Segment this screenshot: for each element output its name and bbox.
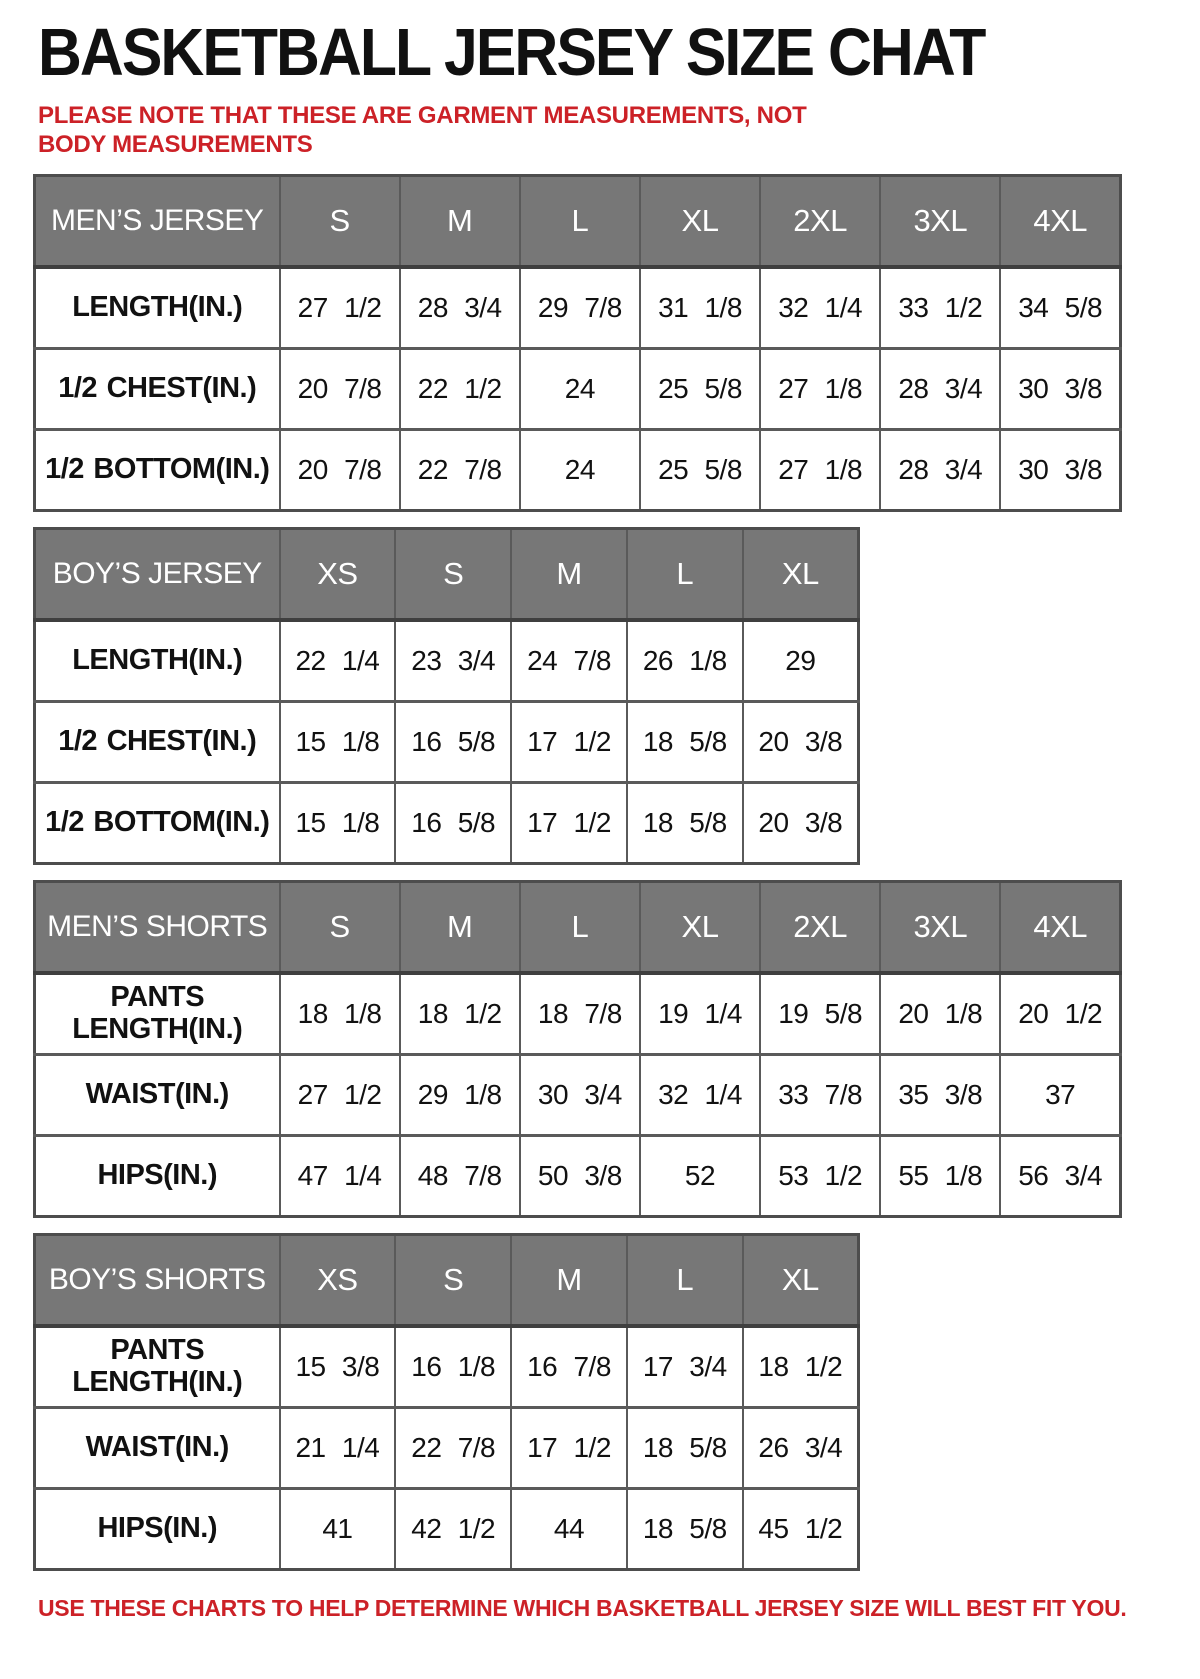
value-cell: 28 3/4 [880, 348, 1000, 429]
boys-shorts-size-s: S [395, 1234, 511, 1326]
mens-jersey-size-l: L [520, 175, 640, 267]
row-label: LENGTH(IN.) [35, 620, 280, 702]
value-cell: 52 [640, 1135, 760, 1216]
mens-jersey-size-m: M [400, 175, 520, 267]
row-label: PANTS LENGTH(IN.) [35, 973, 280, 1055]
value-cell: 27 1/8 [760, 348, 880, 429]
mens-shorts-size-xl: XL [640, 881, 760, 973]
table-row [35, 1054, 1121, 1135]
value-cell: 18 7/8 [520, 973, 640, 1055]
value-cell: 24 [520, 429, 640, 510]
boys-jersey-table [33, 527, 860, 865]
value-cell: 30 3/8 [1000, 348, 1120, 429]
mens-jersey-table [33, 174, 1122, 512]
value-cell: 35 3/8 [880, 1054, 1000, 1135]
boys-jersey-size-xs: XS [280, 528, 396, 620]
value-cell: 31 1/8 [640, 267, 760, 349]
mens-jersey-size-s: S [280, 175, 400, 267]
row-label: PANTS LENGTH(IN.) [35, 1326, 280, 1408]
mens-shorts-size-l: L [520, 881, 640, 973]
value-cell: 23 3/4 [395, 620, 511, 702]
value-cell: 19 5/8 [760, 973, 880, 1055]
table-row [35, 1488, 859, 1569]
value-cell: 56 3/4 [1000, 1135, 1120, 1216]
boys-shorts-title-cell: BOY’S SHORTS [35, 1234, 280, 1326]
page-title: BASKETBALL JERSEY SIZE CHAT [38, 15, 985, 91]
value-cell: 17 1/2 [511, 1407, 627, 1488]
boys-jersey-header-row [35, 528, 859, 620]
boys-shorts-size-l: L [627, 1234, 743, 1326]
boys-shorts-size-xl: XL [743, 1234, 859, 1326]
boys-shorts-header-row [35, 1234, 859, 1326]
value-cell: 28 3/4 [400, 267, 520, 349]
value-cell: 16 5/8 [395, 782, 511, 863]
mens-jersey-size-4xl: 4XL [1000, 175, 1120, 267]
boys-jersey-size-s: S [395, 528, 511, 620]
mens-jersey-size-3xl: 3XL [880, 175, 1000, 267]
value-cell: 34 5/8 [1000, 267, 1120, 349]
boys-shorts-table [33, 1233, 860, 1571]
garment-measurements-note: PLEASE NOTE THAT THESE ARE GARMENT MEASUREMENTS, NOT BODY MEASUREMENTS [38, 102, 807, 159]
value-cell: 18 5/8 [627, 701, 743, 782]
value-cell: 17 1/2 [511, 782, 627, 863]
row-label: WAIST(IN.) [35, 1407, 280, 1488]
value-cell: 20 1/8 [880, 973, 1000, 1055]
row-label: 1/2 CHEST(IN.) [35, 701, 280, 782]
value-cell: 20 7/8 [280, 429, 400, 510]
value-cell: 17 3/4 [627, 1326, 743, 1408]
value-cell: 32 1/4 [760, 267, 880, 349]
table-row [35, 620, 859, 702]
value-cell: 37 [1000, 1054, 1120, 1135]
boys-jersey-size-xl: XL [743, 528, 859, 620]
boys-shorts-size-m: M [511, 1234, 627, 1326]
value-cell: 25 5/8 [640, 429, 760, 510]
value-cell: 18 5/8 [627, 782, 743, 863]
table-row [35, 348, 1121, 429]
value-cell: 44 [511, 1488, 627, 1569]
value-cell: 53 1/2 [760, 1135, 880, 1216]
row-label: 1/2 BOTTOM(IN.) [35, 429, 280, 510]
value-cell: 32 1/4 [640, 1054, 760, 1135]
value-cell: 22 1/2 [400, 348, 520, 429]
boys-jersey-size-l: L [627, 528, 743, 620]
mens-shorts-size-2xl: 2XL [760, 881, 880, 973]
value-cell: 16 7/8 [511, 1326, 627, 1408]
value-cell: 55 1/8 [880, 1135, 1000, 1216]
mens-shorts-size-m: M [400, 881, 520, 973]
mens-shorts-size-3xl: 3XL [880, 881, 1000, 973]
value-cell: 20 1/2 [1000, 973, 1120, 1055]
table-row [35, 701, 859, 782]
mens-shorts-table [33, 880, 1122, 1218]
value-cell: 20 7/8 [280, 348, 400, 429]
value-cell: 25 5/8 [640, 348, 760, 429]
value-cell: 26 3/4 [743, 1407, 859, 1488]
value-cell: 47 1/4 [280, 1135, 400, 1216]
table-row [35, 1135, 1121, 1216]
value-cell: 15 1/8 [280, 782, 396, 863]
value-cell: 42 1/2 [395, 1488, 511, 1569]
mens-shorts-size-4xl: 4XL [1000, 881, 1120, 973]
value-cell: 20 3/8 [743, 782, 859, 863]
value-cell: 29 1/8 [400, 1054, 520, 1135]
table-row [35, 973, 1121, 1055]
value-cell: 41 [280, 1488, 396, 1569]
value-cell: 50 3/8 [520, 1135, 640, 1216]
value-cell: 16 5/8 [395, 701, 511, 782]
value-cell: 29 [743, 620, 859, 702]
value-cell: 18 1/8 [280, 973, 400, 1055]
mens-jersey-size-2xl: 2XL [760, 175, 880, 267]
table-row [35, 429, 1121, 510]
row-label: LENGTH(IN.) [35, 267, 280, 349]
mens-jersey-title-cell: MEN’S JERSEY [35, 175, 280, 267]
value-cell: 17 1/2 [511, 701, 627, 782]
row-label: WAIST(IN.) [35, 1054, 280, 1135]
value-cell: 18 5/8 [627, 1488, 743, 1569]
value-cell: 27 1/8 [760, 429, 880, 510]
value-cell: 30 3/4 [520, 1054, 640, 1135]
value-cell: 19 1/4 [640, 973, 760, 1055]
value-cell: 30 3/8 [1000, 429, 1120, 510]
mens-shorts-title-cell: MEN’S SHORTS [35, 881, 280, 973]
value-cell: 15 3/8 [280, 1326, 396, 1408]
value-cell: 22 7/8 [395, 1407, 511, 1488]
row-label: HIPS(IN.) [35, 1488, 280, 1569]
mens-shorts-header-row [35, 881, 1121, 973]
row-label: 1/2 BOTTOM(IN.) [35, 782, 280, 863]
row-label: HIPS(IN.) [35, 1135, 280, 1216]
value-cell: 45 1/2 [743, 1488, 859, 1569]
value-cell: 15 1/8 [280, 701, 396, 782]
value-cell: 18 1/2 [400, 973, 520, 1055]
value-cell: 22 7/8 [400, 429, 520, 510]
boys-jersey-title-cell: BOY’S JERSEY [35, 528, 280, 620]
value-cell: 33 1/2 [880, 267, 1000, 349]
value-cell: 28 3/4 [880, 429, 1000, 510]
value-cell: 24 [520, 348, 640, 429]
value-cell: 33 7/8 [760, 1054, 880, 1135]
value-cell: 48 7/8 [400, 1135, 520, 1216]
value-cell: 29 7/8 [520, 267, 640, 349]
value-cell: 21 1/4 [280, 1407, 396, 1488]
table-row [35, 267, 1121, 349]
boys-shorts-size-xs: XS [280, 1234, 396, 1326]
footer-note: USE THESE CHARTS TO HELP DETERMINE WHICH BASKETBALL JERSEY SIZE WILL BEST FIT YOU. [38, 1594, 1127, 1621]
row-label: 1/2 CHEST(IN.) [35, 348, 280, 429]
mens-shorts-size-s: S [280, 881, 400, 973]
value-cell: 18 5/8 [627, 1407, 743, 1488]
value-cell: 27 1/2 [280, 267, 400, 349]
value-cell: 24 7/8 [511, 620, 627, 702]
boys-jersey-size-m: M [511, 528, 627, 620]
value-cell: 26 1/8 [627, 620, 743, 702]
table-row [35, 1407, 859, 1488]
value-cell: 27 1/2 [280, 1054, 400, 1135]
mens-jersey-header-row [35, 175, 1121, 267]
table-row [35, 782, 859, 863]
value-cell: 16 1/8 [395, 1326, 511, 1408]
value-cell: 20 3/8 [743, 701, 859, 782]
table-row [35, 1326, 859, 1408]
mens-jersey-size-xl: XL [640, 175, 760, 267]
value-cell: 22 1/4 [280, 620, 396, 702]
value-cell: 18 1/2 [743, 1326, 859, 1408]
